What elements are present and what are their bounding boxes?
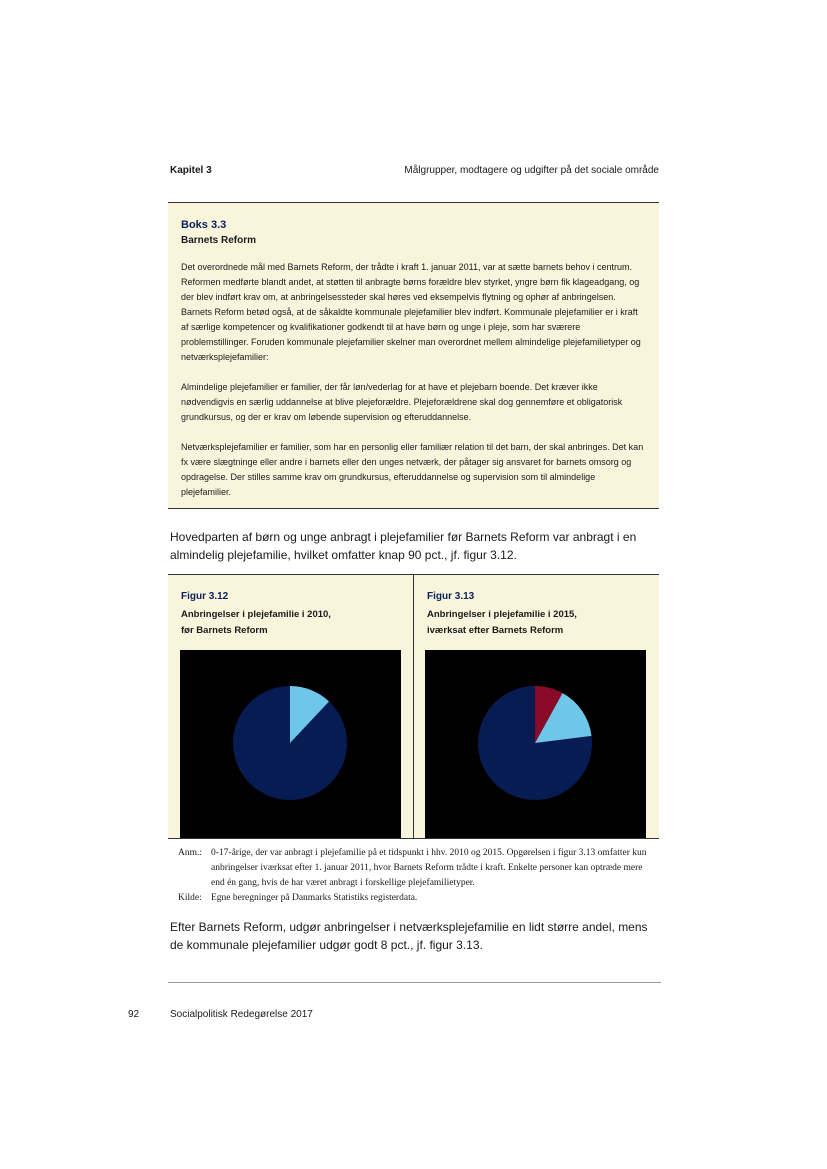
note-kilde-key: Kilde: bbox=[178, 893, 202, 903]
figure-3-12-title-line2: før Barnets Reform bbox=[181, 625, 268, 636]
box-paragraph-1: Det overordnede mål med Barnets Reform, der trådte i kraft 1. januar 2011, var at sætte barnets behov i centrum. Reformen medførte blandt andet, at støtten til anbragte børns forældre blev styrket, yngre børn fik klageadgang, og der blev indført krav om, at anbringelsessteder skal høres ved eksempelvis flytning og ophør af anbringelsen. Barnets Reform betød også, at de såkaldte kommunale plejefamilier blev indført. Kommunale plejefamilier er i kraft af særlige kompetencer og kvalifikationer godkendt til at have børn og unge i pleje, som har sværere problemstillinger. Foruden kommunale plejefamilier skelner man overordnet mellem almindelige plejefamilietyper og netværksplejefamilier: bbox=[181, 262, 641, 362]
box-paragraph-3: Netværksplejefamilier er familier, som har en personlig eller familiær relation til det barn, der skal anbringes. Det kan fx være slægtninge eller andre i barnets eller den unges netværk, der påtager sig ansvaret for barnets omsorg og opdragelse. Der stilles samme krav om grundkursus, efteruddannelse og supervision som til almindelige plejefamilier. bbox=[181, 442, 644, 497]
note-anm-text: 0-17-årige, der var anbragt i plejefamilie på et tidspunkt i hhv. 2010 og 2015. Opgørelsen i figur 3.13 omfatter kun anbringelser iværksat efter 1. januar 2011, hvor Barnets Reform trådte i kraft. Enkelte personer kan optræde mere end én gang, hvis de har været anbragt i forskellige plejefamilietyper. bbox=[211, 848, 647, 888]
figures-panel bbox=[168, 574, 659, 839]
box-3-3 bbox=[168, 202, 659, 509]
footer-rule bbox=[168, 982, 661, 983]
note-kilde bbox=[178, 891, 648, 906]
box-label: Boks 3.3 bbox=[181, 219, 227, 231]
box-paragraph-2: Almindelige plejefamilier er familier, der får løn/vederlag for at have et plejebarn boende. Det kræver ikke nødvendigvis en særlig uddannelse at blive plejeforældre. Plejeforældrene skal dog gennemføre et obligatorisk grundkursus, og der er krav om løbende supervision og efteruddannelse. bbox=[181, 382, 623, 422]
body-paragraph-2: Efter Barnets Reform, udgør anbringelser i netværksplejefamilie en lidt større andel, mens de kommunale plejefamilier udgør godt 8 pct., jf. figur 3.13. bbox=[170, 920, 648, 952]
note-anm-key: Anm.: bbox=[178, 848, 203, 858]
figure-3-12-label: Figur 3.12 bbox=[181, 591, 229, 602]
pie-chart-2015 bbox=[425, 650, 646, 838]
footer-publication: Socialpolitisk Redegørelse 2017 bbox=[170, 1009, 313, 1020]
page-number: 92 bbox=[128, 1009, 140, 1020]
figure-3-13-plot bbox=[425, 650, 646, 838]
figure-3-12-title bbox=[181, 607, 401, 639]
figure-3-12-title-line1: Anbringelser i plejefamilie i 2010, bbox=[181, 609, 331, 620]
figure-3-13 bbox=[414, 575, 659, 838]
body-paragraph-1: Hovedparten af børn og unge anbragt i plejefamilier før Barnets Reform var anbragt i en almindelig plejefamilie, hvilket omfatter knap 90 pct., jf. figur 3.12. bbox=[170, 530, 637, 562]
figure-3-12 bbox=[168, 575, 413, 838]
page-header-chapter: Kapitel 3 bbox=[170, 165, 212, 176]
note-kilde-text: Egne beregninger på Danmarks Statistiks registerdata. bbox=[211, 893, 418, 903]
note-anm bbox=[178, 846, 648, 891]
figure-3-13-title-line1: Anbringelser i plejefamilie i 2015, bbox=[427, 609, 577, 620]
figure-3-13-label: Figur 3.13 bbox=[427, 591, 475, 602]
box-title: Barnets Reform bbox=[181, 235, 257, 246]
pie-chart-2010 bbox=[180, 650, 401, 838]
figure-3-13-title bbox=[427, 607, 647, 639]
figure-notes bbox=[178, 846, 648, 906]
figure-3-13-title-line2: iværksat efter Barnets Reform bbox=[427, 625, 564, 636]
figure-3-12-plot bbox=[180, 650, 401, 838]
page-header-section: Målgrupper, modtagere og udgifter på det sociale område bbox=[404, 165, 659, 176]
